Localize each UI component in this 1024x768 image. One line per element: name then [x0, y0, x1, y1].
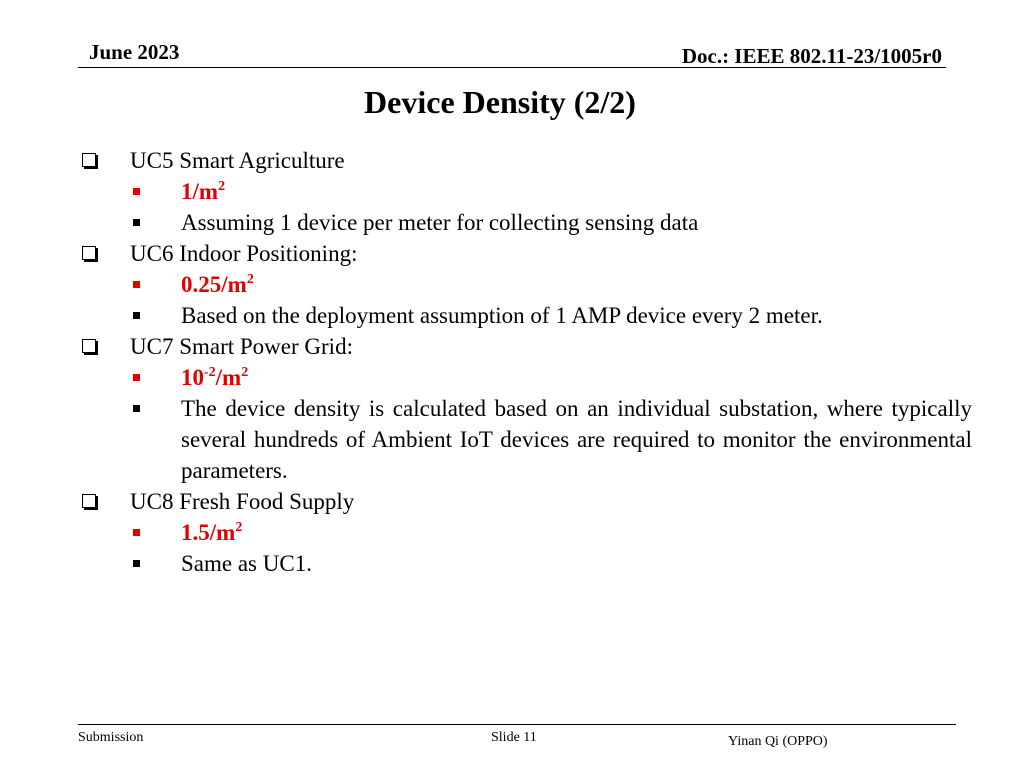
header-rule [78, 67, 946, 68]
square-bullet-icon [133, 560, 140, 567]
density-value: $0.25/m^2$ [181, 272, 254, 297]
list-item [80, 393, 972, 486]
list-item [80, 238, 972, 269]
density-value: $10^{-2}/m^2$ [181, 365, 249, 390]
list-item [80, 362, 972, 393]
square-bullet-icon [133, 281, 140, 288]
list-item [80, 176, 972, 207]
density-value: $1/m^2$ [181, 179, 226, 204]
list-item [80, 517, 972, 548]
footer-submission: Submission [78, 730, 144, 745]
section-heading: UC8 Fresh Food Supply [130, 489, 355, 514]
slide-content [80, 145, 972, 579]
list-item [80, 486, 972, 517]
section-note: Based on the deployment assumption of 1 AMP device every 2 meter. [181, 303, 823, 328]
list-item [80, 331, 972, 362]
square-bullet-icon [133, 529, 140, 536]
header-date: June 2023 [89, 40, 180, 64]
square-bullet-icon [133, 219, 140, 226]
square-bullet-icon [133, 188, 140, 195]
density-value: $1.5/m^2$ [181, 520, 243, 545]
square-bullet-icon [133, 374, 140, 381]
checkbox-bullet-icon [82, 153, 96, 167]
section-note: Assuming 1 device per meter for collecting sensing data [181, 210, 699, 235]
list-item [80, 145, 972, 176]
list-item [80, 207, 972, 238]
section-note: The device density is calculated based on an individual substation, where typically several hundreds of Ambient IoT devices are required to monitor the environmental parameters. [181, 396, 972, 483]
list-item [80, 300, 972, 331]
checkbox-bullet-icon [82, 339, 96, 353]
checkbox-bullet-icon [82, 494, 96, 508]
square-bullet-icon [133, 405, 140, 412]
section-heading: UC6 Indoor Positioning: [130, 241, 358, 266]
section-heading: UC5 Smart Agriculture [130, 148, 345, 173]
list-item [80, 548, 972, 579]
square-bullet-icon [133, 312, 140, 319]
section-note: Same as UC1. [181, 551, 312, 576]
checkbox-bullet-icon [82, 246, 96, 260]
footer-slide-number: Slide 11 [491, 730, 537, 745]
footer-rule [78, 724, 956, 725]
list-item [80, 269, 972, 300]
footer-author: Yinan Qi (OPPO) [728, 734, 828, 749]
header-doc-id: Doc.: IEEE 802.11-23/1005r0 [681, 44, 942, 68]
slide-title: Device Density (2/2) [364, 84, 636, 120]
section-heading: UC7 Smart Power Grid: [130, 334, 353, 359]
